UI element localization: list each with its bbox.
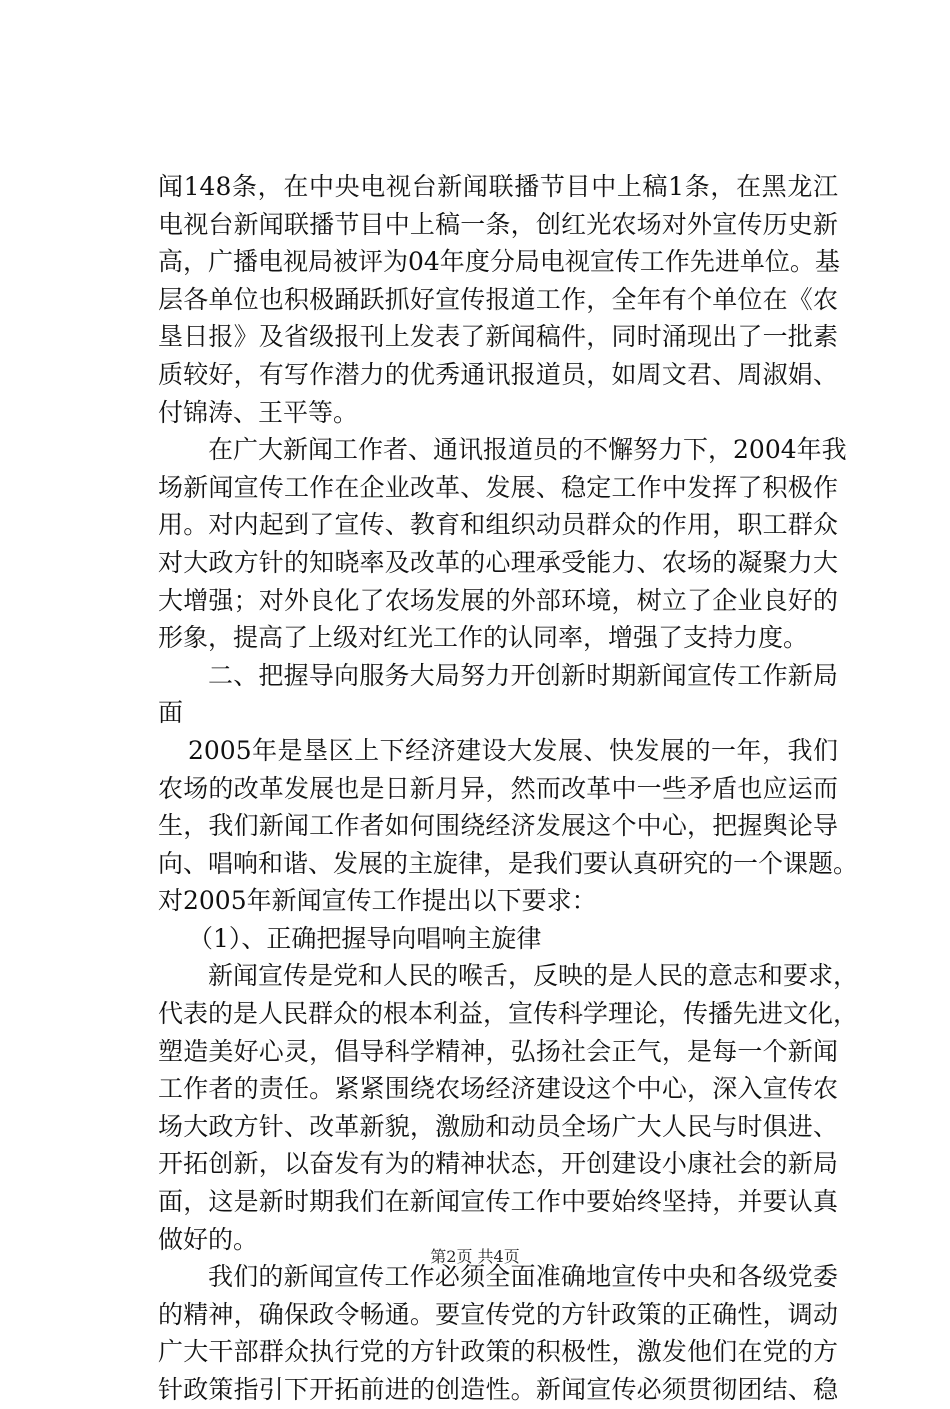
text-line: 面，这是新时期我们在新闻宣传工作中要始终坚持，并要认真 [158, 1187, 838, 1217]
text-line: 农场的改革发展也是日新月异，然而改革中一些矛盾也应运而 [158, 773, 838, 803]
text-line: 做好的。 [158, 1224, 259, 1254]
text-line: 生，我们新闻工作者如何围绕经济发展这个中心，把握舆论导 [158, 811, 838, 841]
text-line: 用。对内起到了宣传、教育和组织动员群众的作用，职工群众 [158, 510, 838, 540]
text-line: （1）、正确把握导向唱响主旋律 [188, 923, 542, 953]
text-line: 面 [158, 698, 184, 728]
page-footer: 第2页 共4页 [430, 1247, 520, 1266]
text-line: 工作者的责任。紧紧围绕农场经济建设这个中心，深入宣传农 [158, 1074, 838, 1104]
text-line: 质较好，有写作潜力的优秀通讯报道员，如周文君、周淑娟、 [158, 359, 838, 389]
text-line: 在广大新闻工作者、通讯报道员的不懈努力下，2004年我 [208, 435, 847, 465]
text-line: 电视台新闻联播节目中上稿一条，创红光农场对外宣传历史新 [158, 209, 838, 239]
text-line: 高，广播电视局被评为04年度分局电视宣传工作先进单位。基 [158, 247, 840, 277]
text-line: 场新闻宣传工作在企业改革、发展、稳定工作中发挥了积极作 [158, 472, 838, 502]
text-line: 我们的新闻宣传工作必须全面准确地宣传中央和各级党委 [208, 1262, 838, 1292]
text-line: 场大政方针、改革新貌，激励和动员全场广大人民与时俱进、 [158, 1111, 838, 1141]
text-line: 层各单位也积极踊跃抓好宣传报道工作，全年有个单位在《农 [158, 284, 838, 314]
text-line: 付锦涛、王平等。 [158, 397, 359, 427]
text-line: 大增强；对外良化了农场发展的外部环境，树立了企业良好的 [158, 585, 838, 615]
text-line: 针政策指引下开拓前进的创造性。新闻宣传必须贯彻团结、稳 [158, 1375, 838, 1404]
text-line: 垦日报》及省级报刊上发表了新闻稿件，同时涌现出了一批素 [158, 322, 838, 352]
text-line: 向、唱响和谐、发展的主旋律，是我们要认真研究的一个课题。 [158, 848, 859, 878]
text-line: 新闻宣传是党和人民的喉舌，反映的是人民的意志和要求， [208, 961, 859, 991]
text-line: 对大政方针的知晓率及改革的心理承受能力、农场的凝聚力大 [158, 547, 838, 577]
text-line: 的精神，确保政令畅通。要宣传党的方针政策的正确性，调动 [158, 1299, 838, 1329]
text-line: 开拓创新，以奋发有为的精神状态，开创建设小康社会的新局 [158, 1149, 838, 1179]
text-line: 形象，提高了上级对红光工作的认同率，增强了支持力度。 [158, 623, 809, 653]
text-line: 二、把握导向服务大局努力开创新时期新闻宣传工作新局 [208, 660, 838, 690]
document-body [158, 168, 859, 1409]
text-line: 广大干部群众执行党的方针政策的积极性，激发他们在党的方 [158, 1337, 838, 1367]
text-line: 闻148条，在中央电视台新闻联播节目中上稿1条，在黑龙江 [158, 172, 838, 201]
text-line: 对2005年新闻宣传工作提出以下要求： [158, 886, 597, 916]
text-line: 塑造美好心灵，倡导科学精神，弘扬社会正气，是每一个新闻 [158, 1036, 838, 1066]
text-line: 代表的是人民群众的根本利益，宣传科学理论，传播先进文化， [158, 999, 859, 1029]
text-line: 2005年是垦区上下经济建设大发展、快发展的一年，我们 [188, 735, 838, 765]
